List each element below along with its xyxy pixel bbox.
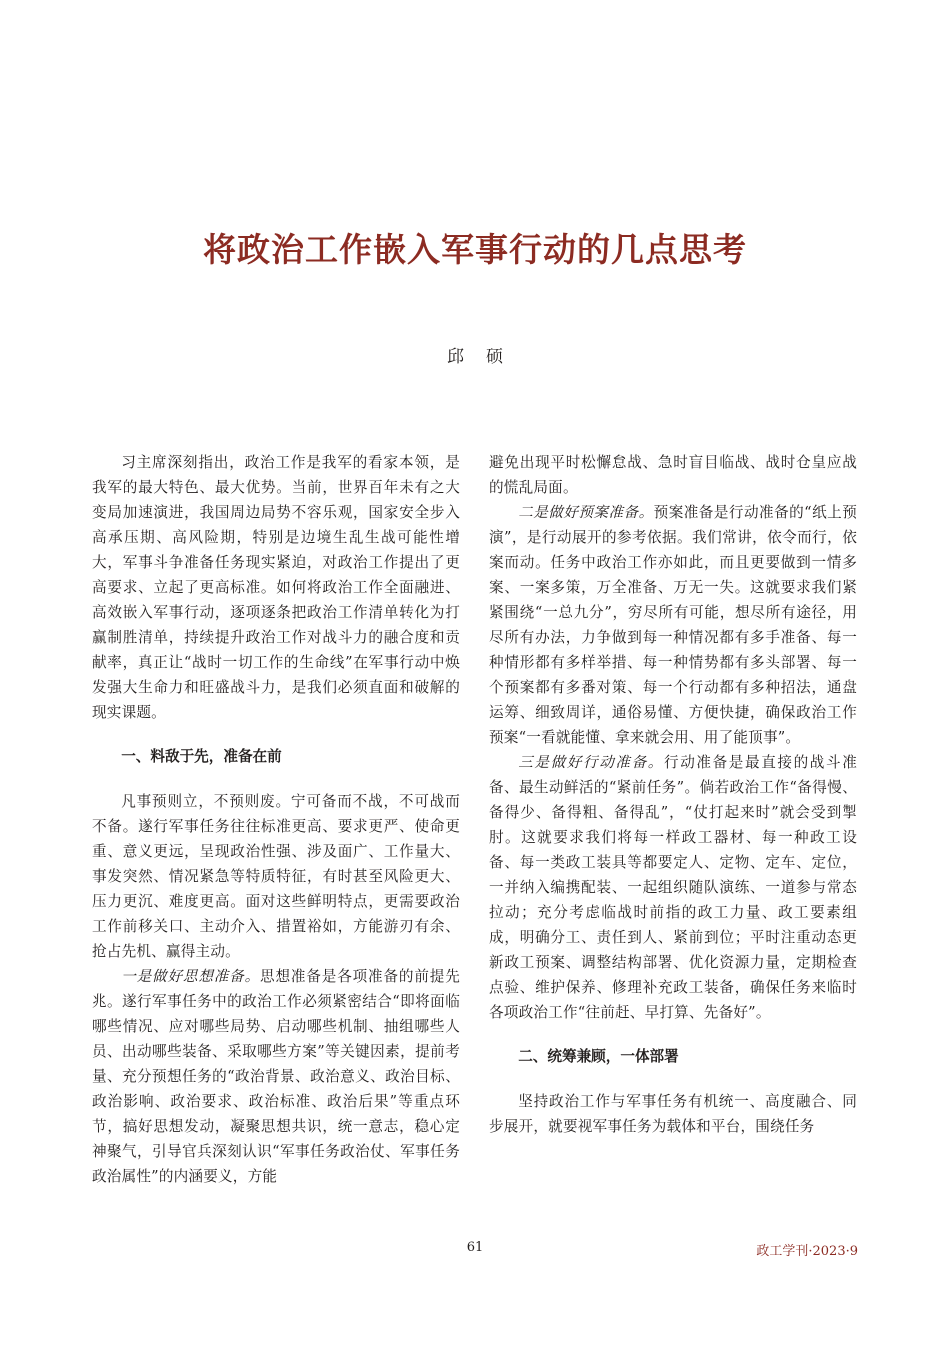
journal-footer: 政工学刊·2023·9 <box>756 1244 858 1259</box>
paragraph-thought-preparation <box>92 964 460 1189</box>
paragraph-continued: 避免出现平时松懈怠战、急时盲目临战、战时仓皇应战的慌乱局面。 <box>489 454 857 496</box>
right-column <box>489 450 857 1139</box>
left-column <box>92 450 460 1189</box>
page-number: 61 <box>466 1240 484 1255</box>
lead-phrase: 一是做好思想准备。 <box>121 968 261 985</box>
paragraph-action-preparation <box>489 750 857 1025</box>
paragraph-text: 预案准备是行动准备的“纸上预演”，是行动展开的参考依据。我们常讲，依令而行，依案而动。任务中政治工作亦如此，而且更要做到一情多案、一案多策，万全准备、万无一失。这就要求我们紧紧围绕“一总九分”，穷尽所有可能，想尽所有途径，用尽所有办法，力争做到每一种情况都有多手准备、每一种情形都有多样举措、每一种情势都有多头部署、每一个预案都有多番对策、每一个行动都有多种招法，通盘运筹、细致周详，通俗易懂、方便快捷，确保政治工作预案“一看就能懂、拿来就会用、用了能顶事”。 <box>489 504 857 746</box>
paragraph-text: 思想准备是各项准备的前提先兆。遂行军事任务中的政治工作必须紧密结合“即将面临哪些情况、应对哪些局势、启动哪些机制、抽组哪些人员、出动哪些装备、采取哪些方案”等关键因素，提前考量、充分预想任务的“政治背景、政治意义、政治目标、政治影响、政治要求、政治标准、政治后果”等重点环节，搞好思想发动，凝聚思想共识，统一意志，稳心定神聚气，引导官兵深刻认识“军事任务政治仗、军事任务政治属性”的内涵要义，方能 <box>92 968 460 1185</box>
lead-phrase: 二是做好预案准备。 <box>518 504 654 521</box>
article-author: 邱硕 <box>447 347 525 367</box>
section-heading-2: 二、统筹兼顾，一体部署 <box>518 1048 679 1065</box>
paragraph-text: 行动准备是最直接的战斗准备、最生动鲜活的“紧前任务”。倘若政治工作“备得慢、备得少、备得粗、备得乱”，“仗打起来时”就会受到掣肘。这就要求我们将每一样政工器材、每一种政工设备、每一类政工装具等都要定人、定物、定车、定位，一并纳入编携配装、一起组织随队演练、一道参与常态拉动；充分考虑临战时前指的政工力量、政工要素组成，明确分工、责任到人、紧前到位；平时注重动态更新政工预案、调整结构部署、优化资源力量，定期检查点验、维护保养、修理补充政工装备，确保任务来临时各项政治工作“往前赶、早打算、先备好”。 <box>489 754 857 1021</box>
paragraph-section-1-intro: 凡事预则立，不预则废。宁可备而不战，不可战而不备。遂行军事任务往往标准更高、要求更严、使命更重、意义更远，呈现政治性强、涉及面广、工作量大、事发突然、情况紧急等特质特征，有时甚至风险更大、压力更沉、难度更高。面对这些鲜明特点，更需要政治工作前移关口、主动介入、措置裕如，方能游刃有余、抢占先机、赢得主动。 <box>92 793 460 960</box>
paragraph-section-2-intro: 坚持政治工作与军事任务有机统一、高度融合、同步展开，就要视军事任务为载体和平台，围绕任务 <box>489 1093 857 1135</box>
lead-phrase: 三是做好行动准备。 <box>518 754 664 771</box>
paragraph-intro: 习主席深刻指出，政治工作是我军的看家本领，是我军的最大特色、最大优势。当前，世界百年未有之大变局加速演进，我国周边局势不容乐观，国家安全步入高承压期、高风险期，特别是边境生乱生战可能性增大，军事斗争准备任务现实紧迫，对政治工作提出了更高要求、立起了更高标准。如何将政治工作全面融进、高效嵌入军事行动，逐项逐条把政治工作清单转化为打赢制胜清单，持续提升政治工作对战斗力的融合度和贡献率，真正让“战时一切工作的生命线”在军事行动中焕发强大生命力和旺盛战斗力，是我们必须直面和破解的现实课题。 <box>92 454 460 721</box>
paragraph-plan-preparation <box>489 500 857 750</box>
section-heading-1: 一、料敌于先，准备在前 <box>121 748 282 765</box>
article-title: 将政治工作嵌入军事行动的几点思考 <box>203 230 747 269</box>
